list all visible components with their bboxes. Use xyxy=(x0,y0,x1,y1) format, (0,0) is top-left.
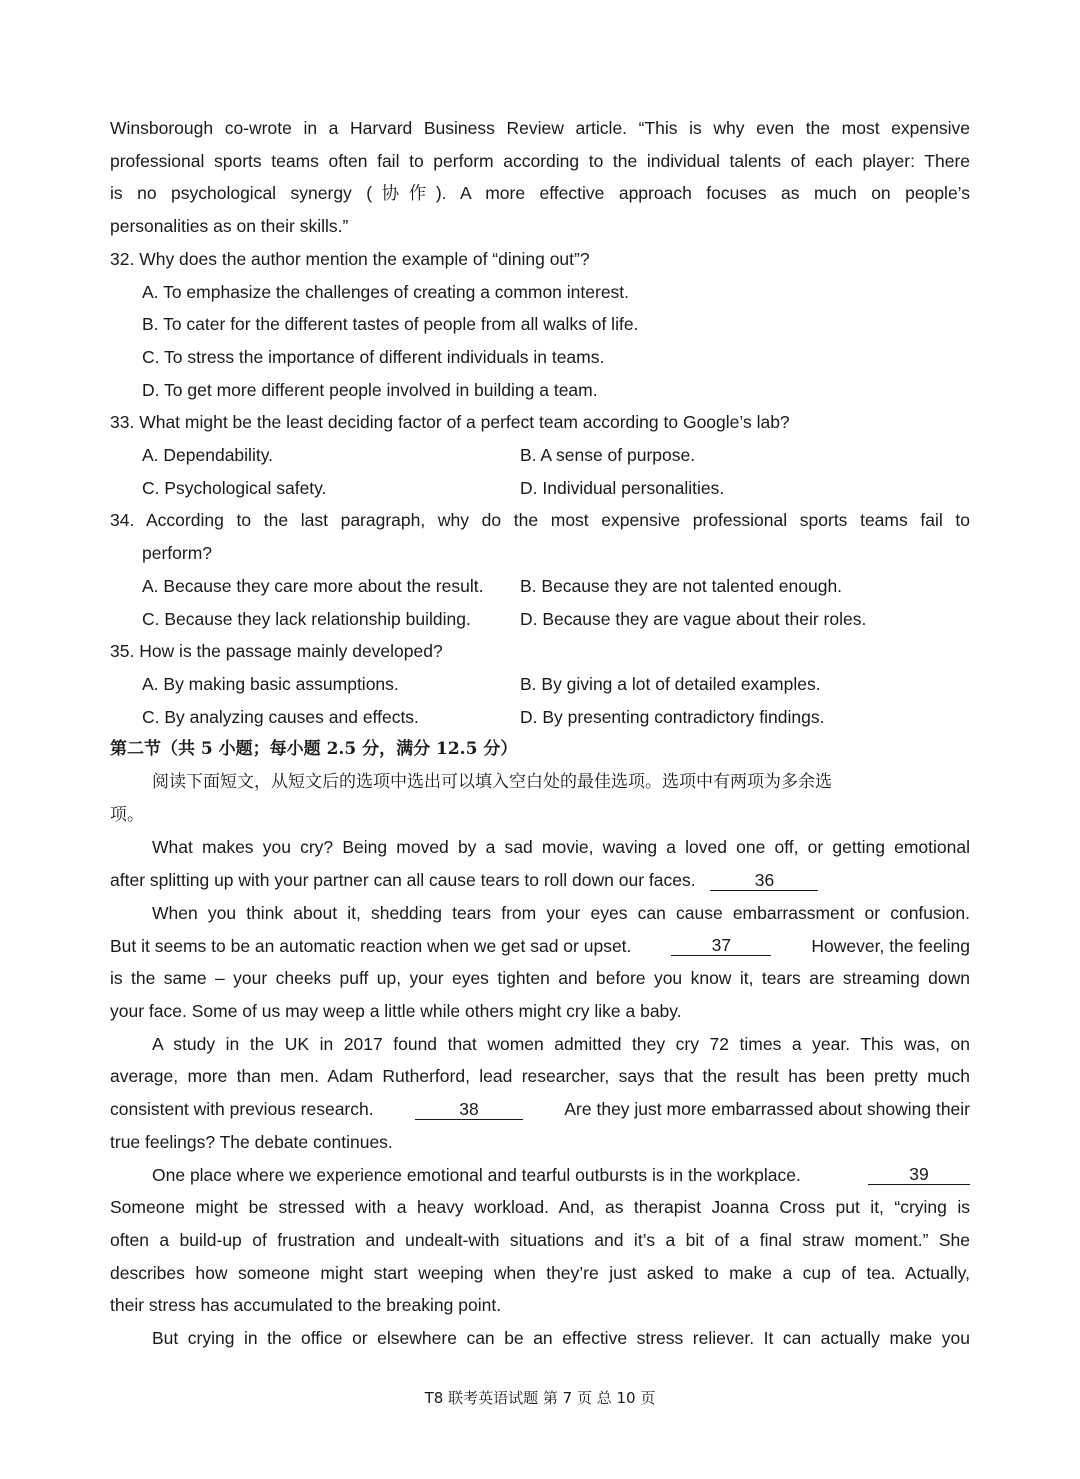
text-segment: Are they just more embarrassed about showing their xyxy=(564,1099,970,1120)
question-stem-continued: perform? xyxy=(142,543,213,564)
option-c: C. To stress the importance of different individuals in teams. xyxy=(142,346,605,367)
text-line: Winsborough co-wrote in a Harvard Business Review article. “This is why even the most expensive xyxy=(110,118,970,138)
option-d: D. To get more different people involved in building a team. xyxy=(142,379,598,400)
paragraph-1 xyxy=(110,831,970,896)
option-c: C. Psychological safety. xyxy=(142,477,327,498)
text-line xyxy=(110,1159,970,1192)
answer-blank-39: 39 xyxy=(868,1164,970,1185)
text-line: professional sports teams often fail to perform according to the individual talents of each player: There xyxy=(110,150,970,171)
text-line: true feelings? The debate continues. xyxy=(110,1131,393,1152)
text-line xyxy=(110,930,970,963)
text-line: When you think about it, shedding tears from your eyes can cause embarrassment or confusion. xyxy=(152,902,970,923)
question-stem: 35. How is the passage mainly developed? xyxy=(110,641,443,662)
question-32 xyxy=(110,243,970,407)
paragraph-4 xyxy=(110,1159,970,1323)
option-b: B. By giving a lot of detailed examples. xyxy=(520,673,821,694)
option-row xyxy=(110,701,970,734)
question-stem: 34. According to the last paragraph, why do the most expensive professional sports teams fail to xyxy=(110,510,970,531)
text-segment: However, the feeling xyxy=(811,935,970,956)
option-c: C. By analyzing causes and effects. xyxy=(142,706,419,727)
section-heading: 第二节（共 5 小题；每小题 2.5 分，满分 12.5 分） xyxy=(110,739,518,760)
option-b: B. Because they are not talented enough. xyxy=(520,575,843,596)
question-34 xyxy=(110,504,970,635)
option-b: B. To cater for the different tastes of people from all walks of life. xyxy=(142,314,639,335)
text-line: But crying in the office or elsewhere can be an effective stress reliever. It can actually make you xyxy=(152,1328,970,1349)
option-a: A. By making basic assumptions. xyxy=(142,673,399,694)
option-a: A. Because they care more about the result. xyxy=(142,575,484,596)
answer-blank-37: 37 xyxy=(671,935,771,956)
option-row xyxy=(110,668,970,701)
text-line xyxy=(110,864,970,897)
paragraph-2 xyxy=(110,897,970,1028)
question-stem: 32. Why does the author mention the example of “dining out”? xyxy=(110,248,590,269)
option-row xyxy=(110,472,970,505)
text-line: your face. Some of us may weep a little while others might cry like a baby. xyxy=(110,1000,682,1021)
option-c: C. Because they lack relationship building. xyxy=(142,608,471,629)
passage-ending xyxy=(110,112,970,243)
text-line: Someone might be stressed with a heavy workload. And, as therapist Joanna Cross put it, “crying is xyxy=(110,1197,970,1218)
text-line: A study in the UK in 2017 found that women admitted they cry 72 times a year. This was, on xyxy=(152,1033,970,1054)
section-instruction: 阅读下面短文，从短文后的选项中选出可以填入空白处的最佳选项。选项中有两项为多余选 xyxy=(152,772,832,793)
option-a: A. To emphasize the challenges of creating a common interest. xyxy=(142,281,630,302)
option-d: D. Because they are vague about their roles. xyxy=(520,608,867,629)
text-line: is the same – your cheeks puff up, your eyes tighten and before you know it, tears are streaming down xyxy=(110,968,970,989)
text-line: average, more than men. Adam Rutherford, lead researcher, says that the result has been pretty much xyxy=(110,1066,970,1087)
text-line: is no psychological synergy (协作). A more effective approach focuses as much on people’s xyxy=(110,183,970,204)
paragraph-5 xyxy=(110,1322,970,1355)
answer-blank-36: 36 xyxy=(710,870,818,891)
text-line: personalities as on their skills.” xyxy=(110,216,349,237)
section-instruction-continued: 项。 xyxy=(110,804,144,825)
text-segment: consistent with previous research. xyxy=(110,1099,374,1120)
text-line xyxy=(110,1093,970,1126)
option-d: D. By presenting contradictory findings. xyxy=(520,706,825,727)
text-segment: after splitting up with your partner can all cause tears to roll down our faces. xyxy=(110,870,696,891)
text-line: often a build-up of frustration and undealt-with situations and it’s a bit of a final straw moment.” She xyxy=(110,1229,970,1250)
option-d: D. Individual personalities. xyxy=(520,477,725,498)
question-33 xyxy=(110,406,970,504)
exam-page xyxy=(110,112,970,1355)
page-footer: T8 联考英语试题 第 7 页 总 10 页 xyxy=(424,1389,656,1407)
text-line: describes how someone might start weeping when they’re just asked to make a cup of tea. Actually, xyxy=(110,1262,970,1283)
answer-blank-38: 38 xyxy=(415,1099,523,1120)
option-a: A. Dependability. xyxy=(142,445,274,466)
paragraph-3 xyxy=(110,1028,970,1159)
question-35 xyxy=(110,635,970,733)
question-stem: 33. What might be the least deciding factor of a perfect team according to Google’s lab? xyxy=(110,412,790,433)
option-row xyxy=(110,439,970,472)
text-segment: But it seems to be an automatic reaction when we get sad or upset. xyxy=(110,935,632,956)
option-row xyxy=(110,603,970,636)
text-segment: One place where we experience emotional and tearful outbursts is in the workplace. xyxy=(152,1164,801,1185)
text-line: What makes you cry? Being moved by a sad movie, waving a loved one off, or getting emotional xyxy=(152,837,970,858)
text-line: their stress has accumulated to the breaking point. xyxy=(110,1295,502,1316)
option-row xyxy=(110,570,970,603)
option-b: B. A sense of purpose. xyxy=(520,445,696,466)
